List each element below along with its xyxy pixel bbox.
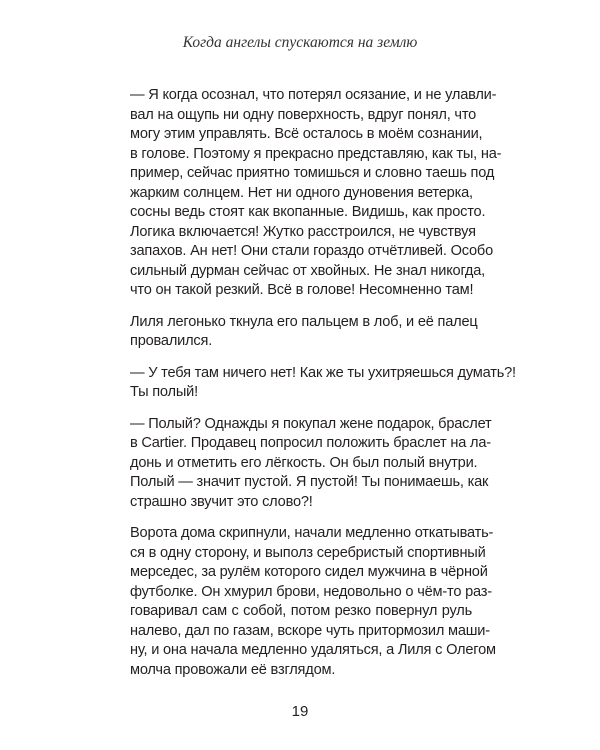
page-body (130, 86, 516, 692)
text-line: — Полый? Однажды я покупал жене подарок, браслет (130, 415, 492, 432)
text-line: запахов. Ан нет! Они стали гораздо отчётливей. Особо (130, 243, 493, 259)
text-line: вал на ощупь ни одну поверхность, вдруг понял, что (130, 106, 477, 123)
text-line: — Я когда осознал, что потерял осязание, и не улавли- (130, 87, 497, 103)
paragraph (130, 86, 502, 301)
text-line: в Cartier. Продавец попросил положить браслет на ла- (130, 435, 491, 451)
text-line: сильный дурман сейчас от хвойных. Не знал никогда, (130, 262, 486, 279)
text-line: Лиля легонько ткнула его пальцем в лоб, и её палец (130, 313, 478, 330)
paragraph (130, 524, 496, 680)
text-line: пример, сейчас приятно томишься и словно таешь под (130, 165, 495, 181)
paragraph (130, 415, 492, 513)
text-line: Ворота дома скрипнули, начали медленно откатывать- (130, 525, 494, 541)
page-number: 19 (291, 703, 309, 720)
text-line: ну, и она начала медленно удаляться, а Лиля с Олегом (130, 642, 496, 658)
text-line: Полый — значит пустой. Я пустой! Ты понимаешь, как (130, 474, 489, 490)
text-line: могу этим управлять. Всё осталось в моём сознании, (130, 126, 483, 142)
text-line: в голове. Поэтому я прекрасно представляю, как ты, на- (130, 145, 502, 162)
text-line: жарким солнцем. Нет ни одного дуновения ветерка, (130, 184, 473, 201)
text-line: молча провожали её взглядом. (130, 661, 336, 678)
text-line: страшно звучит это слово?! (130, 493, 313, 510)
text-line: сосны ведь стоят как вкопанные. Видишь, как просто. (130, 204, 486, 220)
text-line: футболке. Он хмурил брови, недовольно о чём-то раз- (130, 583, 492, 600)
text-line: Логика включается! Жутко расстроился, не чувствуя (130, 223, 476, 240)
text-line: что он такой резкий. Всё в голове! Несомненно там! (130, 282, 474, 298)
text-line: мерседес, за рулём которого сидел мужчина в чёрной (130, 564, 488, 580)
text-line: провалился. (130, 333, 213, 349)
paragraph (130, 313, 478, 352)
text-line: Ты полый! (130, 384, 198, 400)
running-header: Когда ангелы спускаются на землю (182, 34, 418, 51)
text-line: говаривал сам с собой, потом резко повернул руль (130, 603, 472, 619)
text-line: донь и отметить его лёгкость. Он был полый внутри. (130, 454, 478, 471)
text-line: ся в одну сторону, и выполз серебристый спортивный (130, 544, 486, 561)
text-line: — У тебя там ничего нет! Как же ты ухитряешься думать?! (130, 364, 516, 381)
paragraph (130, 364, 516, 403)
text-line: налево, дал по газам, вскоре чуть притормозил маши- (130, 622, 490, 639)
